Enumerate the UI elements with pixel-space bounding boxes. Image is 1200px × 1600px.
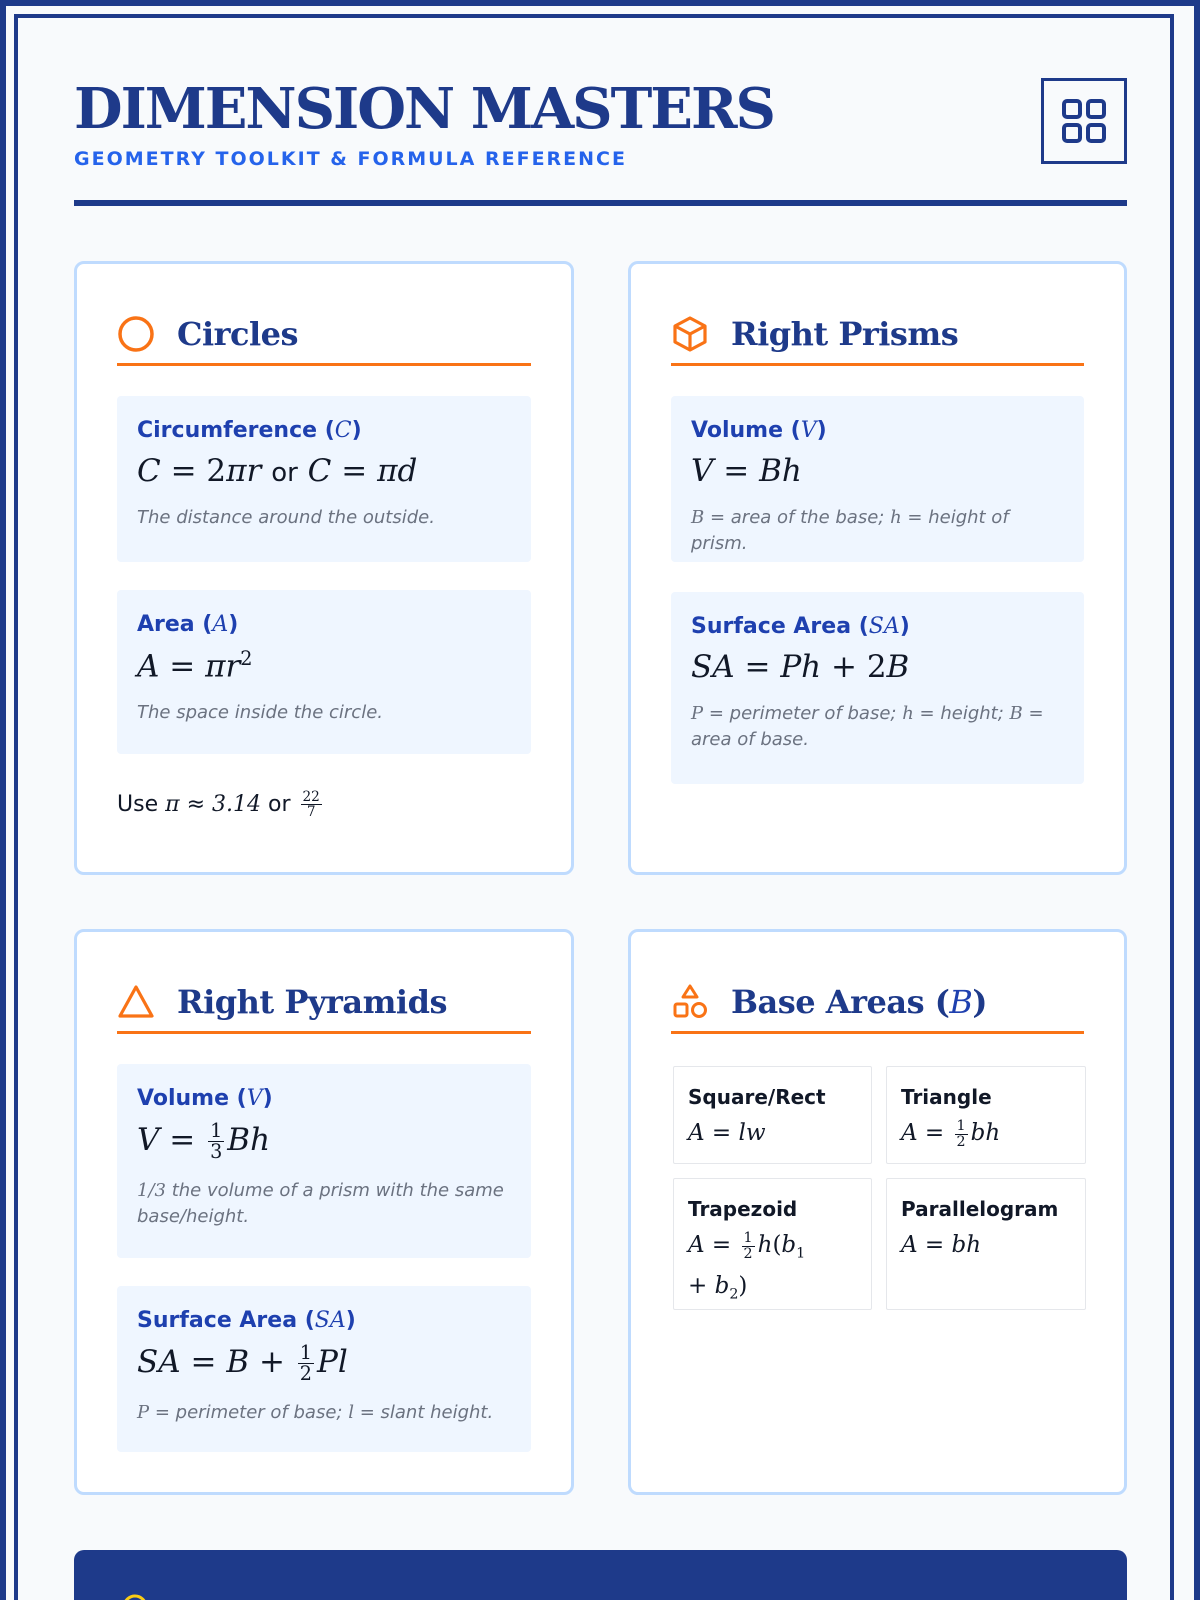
formula-box-volume bbox=[671, 396, 1084, 562]
base-areas-card bbox=[628, 929, 1127, 1495]
circumference-formula: C = 2πr or C = πd bbox=[137, 453, 418, 489]
circles-card bbox=[74, 261, 574, 875]
page-header bbox=[74, 78, 1127, 206]
cell-label: Square/Rect bbox=[688, 1085, 826, 1109]
pyramid-surface-formula: SA = B + $\frac{1}{2}$ Pl bbox=[137, 1341, 348, 1386]
card-title: Circles bbox=[177, 314, 298, 353]
base-cell-trapezoid bbox=[673, 1178, 872, 1310]
formula-box-surface-area bbox=[117, 1286, 531, 1452]
prism-volume-formula: V = Bh bbox=[691, 453, 802, 489]
cube-icon bbox=[671, 315, 709, 353]
formula-box-volume bbox=[117, 1064, 531, 1258]
cell-label: Parallelogram bbox=[901, 1197, 1059, 1221]
formula-label: Circumference (C) bbox=[137, 418, 362, 443]
card-header bbox=[117, 972, 531, 1034]
card-title: Right Prisms bbox=[731, 314, 959, 353]
formula-description: P = perimeter of base; l = slant height. bbox=[137, 1402, 494, 1424]
formula-label: Surface Area (SA) bbox=[691, 614, 910, 639]
page-subtitle: GEOMETRY TOOLKIT & FORMULA REFERENCE bbox=[74, 148, 627, 170]
circle-icon bbox=[117, 315, 155, 353]
area-formula: $A = \pi r^2$ bbox=[137, 647, 253, 685]
base-cell-square-rect bbox=[673, 1066, 872, 1164]
parallelogram-formula: A = bh bbox=[901, 1232, 982, 1258]
grid-icon bbox=[1059, 96, 1109, 146]
logo-box bbox=[1041, 78, 1127, 164]
formula-description: The distance around the outside. bbox=[137, 507, 435, 528]
formula-description: B = area of the base; h = height of prism. bbox=[691, 507, 1009, 554]
card-header bbox=[671, 972, 1084, 1034]
card-header bbox=[671, 304, 1084, 366]
cell-label: Triangle bbox=[901, 1085, 992, 1109]
shapes-icon bbox=[671, 983, 709, 1021]
triangle-formula: A = $\frac{1}{2}$ bh bbox=[901, 1117, 1001, 1150]
formula-label: Volume (V) bbox=[691, 418, 827, 443]
square-rect-formula: A = lw bbox=[688, 1120, 766, 1146]
triangle-icon bbox=[117, 983, 155, 1021]
card-title: Base Areas (B) bbox=[731, 982, 988, 1021]
pyramid-volume-formula: V = $\frac{1}{3}$ Bh bbox=[137, 1119, 271, 1164]
formula-description: 1/3 the volume of a prism with the same base/height. bbox=[137, 1180, 504, 1228]
formula-label: Surface Area (SA) bbox=[137, 1308, 356, 1333]
card-title: Right Pyramids bbox=[177, 982, 447, 1021]
cell-label: Trapezoid bbox=[688, 1197, 798, 1221]
formula-label: Volume (V) bbox=[137, 1086, 273, 1111]
formula-description: The space inside the circle. bbox=[137, 702, 383, 724]
prism-surface-formula: SA = Ph + 2B bbox=[691, 649, 910, 685]
base-cell-parallelogram bbox=[886, 1178, 1086, 1310]
prisms-card bbox=[628, 261, 1127, 875]
trapezoid-formula: A = $\frac{1}{2}$ $h(b_1$ + $b_2$) bbox=[688, 1229, 806, 1303]
pyramids-card bbox=[74, 929, 574, 1495]
page-title: DIMENSION MASTERS bbox=[74, 76, 774, 142]
pi-note: Use π ≈ 3.14 or $\frac{22}{7}$ bbox=[117, 789, 320, 821]
bottom-banner bbox=[74, 1550, 1127, 1600]
formula-box-circumference bbox=[117, 396, 531, 562]
formula-box-area bbox=[117, 590, 531, 754]
lightbulb-icon bbox=[120, 1592, 150, 1600]
formula-label: Area (A) bbox=[137, 612, 239, 637]
card-header bbox=[117, 304, 531, 366]
base-cell-triangle bbox=[886, 1066, 1086, 1164]
formula-description: P = perimeter of base; h = height; B = area of base. bbox=[691, 703, 1044, 750]
formula-box-surface-area bbox=[671, 592, 1084, 784]
